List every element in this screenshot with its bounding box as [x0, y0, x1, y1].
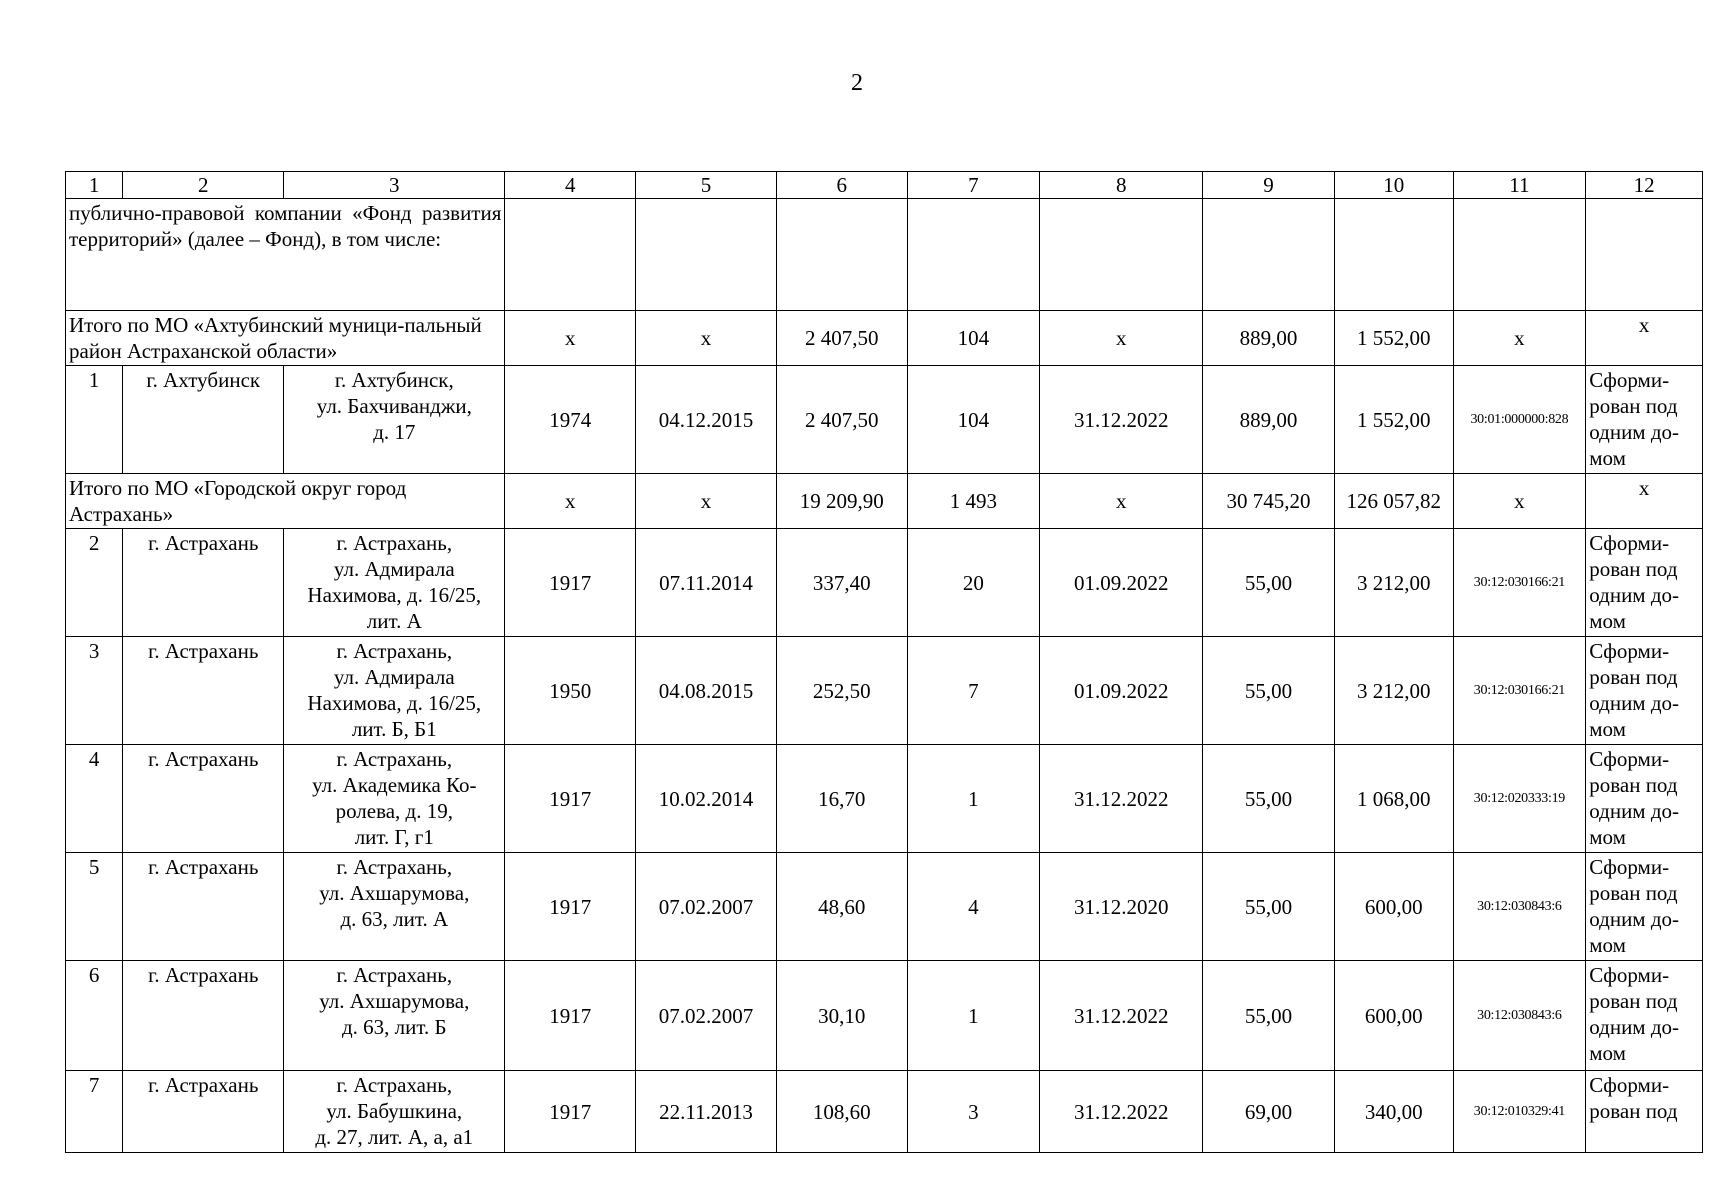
row-address-line: Нахимова, д. 16/25,	[307, 583, 482, 607]
row-address-line: ул. Адмирала	[333, 557, 455, 581]
row-status-line: рован под	[1589, 773, 1678, 797]
row-c9: 55,00	[1203, 853, 1335, 961]
empty-cell	[1453, 199, 1586, 311]
total-c12: x	[1586, 474, 1703, 529]
row-date: 07.02.2007	[636, 961, 777, 1071]
table-body	[66, 172, 1703, 1153]
column-header: 3	[284, 172, 505, 199]
row-city: г. Астрахань	[123, 961, 284, 1071]
row-address	[284, 637, 505, 745]
row-status	[1586, 961, 1703, 1071]
total-area: 19 209,90	[776, 474, 907, 529]
row-people: 7	[907, 637, 1040, 745]
row-c10: 1 068,00	[1334, 745, 1453, 853]
row-deadline: 31.12.2022	[1040, 366, 1203, 474]
row-status	[1586, 529, 1703, 637]
row-address-line: Нахимова, д. 16/25,	[307, 691, 482, 715]
row-city: г. Астрахань	[123, 745, 284, 853]
total-c5: x	[636, 311, 777, 366]
row-people: 104	[907, 366, 1040, 474]
column-header: 12	[1586, 172, 1703, 199]
row-c10: 600,00	[1334, 961, 1453, 1071]
row-year: 1974	[505, 366, 636, 474]
row-deadline: 01.09.2022	[1040, 637, 1203, 745]
row-c10: 3 212,00	[1334, 529, 1453, 637]
row-address-line: д. 63, лит. Б	[342, 1015, 447, 1039]
row-area: 30,10	[776, 961, 907, 1071]
row-number: 5	[66, 853, 123, 961]
row-address-line: ролева, д. 19,	[335, 799, 453, 823]
row-cadastral: 30:12:010329:41	[1453, 1071, 1586, 1153]
row-city: г. Ахтубинск	[123, 366, 284, 474]
row-c9: 55,00	[1203, 529, 1335, 637]
row-deadline: 31.12.2022	[1040, 961, 1203, 1071]
row-status-line: рован под	[1589, 989, 1678, 1013]
row-city: г. Астрахань	[123, 1071, 284, 1153]
total-c10: 1 552,00	[1334, 311, 1453, 366]
row-address-line: ул. Адмирала	[333, 665, 455, 689]
total-row	[66, 311, 1703, 366]
intro-text: публично-правовой компании «Фонд развития территорий» (далее – Фонд), в том числе:	[66, 199, 505, 311]
row-status-line: мом	[1589, 609, 1626, 633]
row-address-line: д. 17	[373, 420, 416, 444]
row-area: 16,70	[776, 745, 907, 853]
row-c10: 600,00	[1334, 853, 1453, 961]
column-header: 5	[636, 172, 777, 199]
row-date: 07.11.2014	[636, 529, 777, 637]
row-deadline: 01.09.2022	[1040, 529, 1203, 637]
row-status-line: мом	[1589, 933, 1626, 957]
row-address-line: г. Астрахань,	[336, 531, 453, 555]
row-year: 1917	[505, 961, 636, 1071]
row-address-line: г. Астрахань,	[336, 855, 453, 879]
row-number: 6	[66, 961, 123, 1071]
row-address-line: ул. Бахчиванджи,	[316, 394, 472, 418]
total-c10: 126 057,82	[1334, 474, 1453, 529]
table-row	[66, 1071, 1703, 1153]
row-status	[1586, 366, 1703, 474]
total-c8: x	[1040, 474, 1203, 529]
total-c11: x	[1453, 474, 1586, 529]
total-c4: x	[505, 311, 636, 366]
row-number: 3	[66, 637, 123, 745]
row-c10: 1 552,00	[1334, 366, 1453, 474]
row-status-line: одним до-	[1589, 799, 1680, 823]
row-address	[284, 853, 505, 961]
row-cadastral: 30:12:030843:6	[1453, 961, 1586, 1071]
row-address	[284, 1071, 505, 1153]
row-status	[1586, 637, 1703, 745]
total-area: 2 407,50	[776, 311, 907, 366]
row-status-line: Сформи-	[1589, 531, 1670, 555]
row-cadastral: 30:12:030166:21	[1453, 637, 1586, 745]
total-c11: x	[1453, 311, 1586, 366]
row-c9: 55,00	[1203, 745, 1335, 853]
row-area: 337,40	[776, 529, 907, 637]
empty-cell	[776, 199, 907, 311]
row-city: г. Астрахань	[123, 637, 284, 745]
row-date: 10.02.2014	[636, 745, 777, 853]
empty-cell	[1040, 199, 1203, 311]
empty-cell	[1334, 199, 1453, 311]
empty-cell	[1203, 199, 1335, 311]
column-header: 6	[776, 172, 907, 199]
row-address	[284, 961, 505, 1071]
column-header: 10	[1334, 172, 1453, 199]
intro-row	[66, 199, 1703, 311]
total-c4: x	[505, 474, 636, 529]
row-status-line: мом	[1589, 1041, 1626, 1065]
empty-cell	[636, 199, 777, 311]
column-header-row	[66, 172, 1703, 199]
row-deadline: 31.12.2022	[1040, 1071, 1203, 1153]
housing-register-table	[65, 171, 1703, 1153]
row-status-line: одним до-	[1589, 907, 1680, 931]
row-area: 108,60	[776, 1071, 907, 1153]
row-cadastral: 30:12:020333:19	[1453, 745, 1586, 853]
row-status-line: Сформи-	[1589, 963, 1670, 987]
row-status-line: мом	[1589, 717, 1626, 741]
row-address-line: г. Астрахань,	[336, 639, 453, 663]
row-status	[1586, 853, 1703, 961]
row-address-line: ул. Академика Ко-	[312, 773, 477, 797]
total-label: Итого по МО «Ахтубинский муници-пальный район Астраханской области»	[66, 311, 505, 366]
row-cadastral: 30:01:000000:828	[1453, 366, 1586, 474]
column-header: 1	[66, 172, 123, 199]
total-label: Итого по МО «Городской округ город Астрахань»	[66, 474, 505, 529]
row-deadline: 31.12.2022	[1040, 745, 1203, 853]
column-header: 2	[123, 172, 284, 199]
total-c9: 889,00	[1203, 311, 1335, 366]
row-address-line: г. Ахтубинск,	[334, 368, 454, 392]
row-cadastral: 30:12:030843:6	[1453, 853, 1586, 961]
row-address	[284, 366, 505, 474]
empty-cell	[505, 199, 636, 311]
row-year: 1917	[505, 529, 636, 637]
empty-cell	[907, 199, 1040, 311]
row-area: 252,50	[776, 637, 907, 745]
row-address-line: ул. Ахшарумова,	[319, 881, 470, 905]
empty-cell	[1586, 199, 1703, 311]
column-header: 4	[505, 172, 636, 199]
table-row	[66, 637, 1703, 745]
row-status-line: Сформи-	[1589, 855, 1670, 879]
row-c9: 55,00	[1203, 961, 1335, 1071]
table-row	[66, 366, 1703, 474]
row-address-line: лит. Г, г1	[354, 825, 434, 849]
row-people: 4	[907, 853, 1040, 961]
total-row	[66, 474, 1703, 529]
row-address	[284, 529, 505, 637]
row-c10: 340,00	[1334, 1071, 1453, 1153]
row-status-line: рован под	[1589, 394, 1678, 418]
row-number: 2	[66, 529, 123, 637]
row-c9: 69,00	[1203, 1071, 1335, 1153]
row-status-line: одним до-	[1589, 583, 1680, 607]
row-status	[1586, 745, 1703, 853]
row-year: 1917	[505, 1071, 636, 1153]
page-number: 2	[851, 70, 863, 96]
column-header: 9	[1203, 172, 1335, 199]
row-number: 7	[66, 1071, 123, 1153]
row-address-line: ул. Ахшарумова,	[319, 989, 470, 1013]
row-deadline: 31.12.2020	[1040, 853, 1203, 961]
row-status-line: одним до-	[1589, 1015, 1680, 1039]
row-address-line: ул. Бабушкина,	[326, 1099, 463, 1123]
total-c8: x	[1040, 311, 1203, 366]
row-date: 04.12.2015	[636, 366, 777, 474]
row-address-line: д. 63, лит. А	[340, 907, 449, 931]
row-address-line: г. Астрахань,	[336, 1073, 453, 1097]
row-year: 1917	[505, 745, 636, 853]
row-cadastral: 30:12:030166:21	[1453, 529, 1586, 637]
row-c9: 55,00	[1203, 637, 1335, 745]
total-c5: x	[636, 474, 777, 529]
column-header: 8	[1040, 172, 1203, 199]
row-people: 20	[907, 529, 1040, 637]
row-address-line: лит. Б, Б1	[351, 717, 437, 741]
row-people: 3	[907, 1071, 1040, 1153]
total-people: 1 493	[907, 474, 1040, 529]
row-address-line: д. 27, лит. А, а, а1	[315, 1125, 474, 1149]
row-status-line: мом	[1589, 825, 1626, 849]
row-c9: 889,00	[1203, 366, 1335, 474]
row-status-line: рован под	[1589, 557, 1678, 581]
row-number: 4	[66, 745, 123, 853]
row-number: 1	[66, 366, 123, 474]
row-area: 48,60	[776, 853, 907, 961]
row-date: 07.02.2007	[636, 853, 777, 961]
row-address-line: лит. А	[366, 609, 422, 633]
row-date: 04.08.2015	[636, 637, 777, 745]
row-address-line: г. Астрахань,	[336, 963, 453, 987]
row-status-line: одним до-	[1589, 691, 1680, 715]
row-address	[284, 745, 505, 853]
row-city: г. Астрахань	[123, 529, 284, 637]
row-status-line: рован под	[1589, 665, 1678, 689]
row-status-line: Сформи-	[1589, 1073, 1670, 1097]
column-header: 7	[907, 172, 1040, 199]
row-year: 1950	[505, 637, 636, 745]
row-address-line: г. Астрахань,	[336, 747, 453, 771]
table-row	[66, 745, 1703, 853]
row-status-line: рован под	[1589, 881, 1678, 905]
total-c12: x	[1586, 311, 1703, 366]
total-c9: 30 745,20	[1203, 474, 1335, 529]
row-status-line: мом	[1589, 446, 1626, 470]
row-status	[1586, 1071, 1703, 1153]
column-header: 11	[1453, 172, 1586, 199]
table-row	[66, 961, 1703, 1071]
table-row	[66, 853, 1703, 961]
row-city: г. Астрахань	[123, 853, 284, 961]
row-year: 1917	[505, 853, 636, 961]
row-area: 2 407,50	[776, 366, 907, 474]
row-people: 1	[907, 745, 1040, 853]
row-date: 22.11.2013	[636, 1071, 777, 1153]
row-c10: 3 212,00	[1334, 637, 1453, 745]
row-status-line: Сформи-	[1589, 368, 1670, 392]
row-status-line: рован под	[1589, 1099, 1678, 1123]
total-people: 104	[907, 311, 1040, 366]
table-row	[66, 529, 1703, 637]
row-status-line: Сформи-	[1589, 747, 1670, 771]
row-people: 1	[907, 961, 1040, 1071]
row-status-line: Сформи-	[1589, 639, 1670, 663]
row-status-line: одним до-	[1589, 420, 1680, 444]
